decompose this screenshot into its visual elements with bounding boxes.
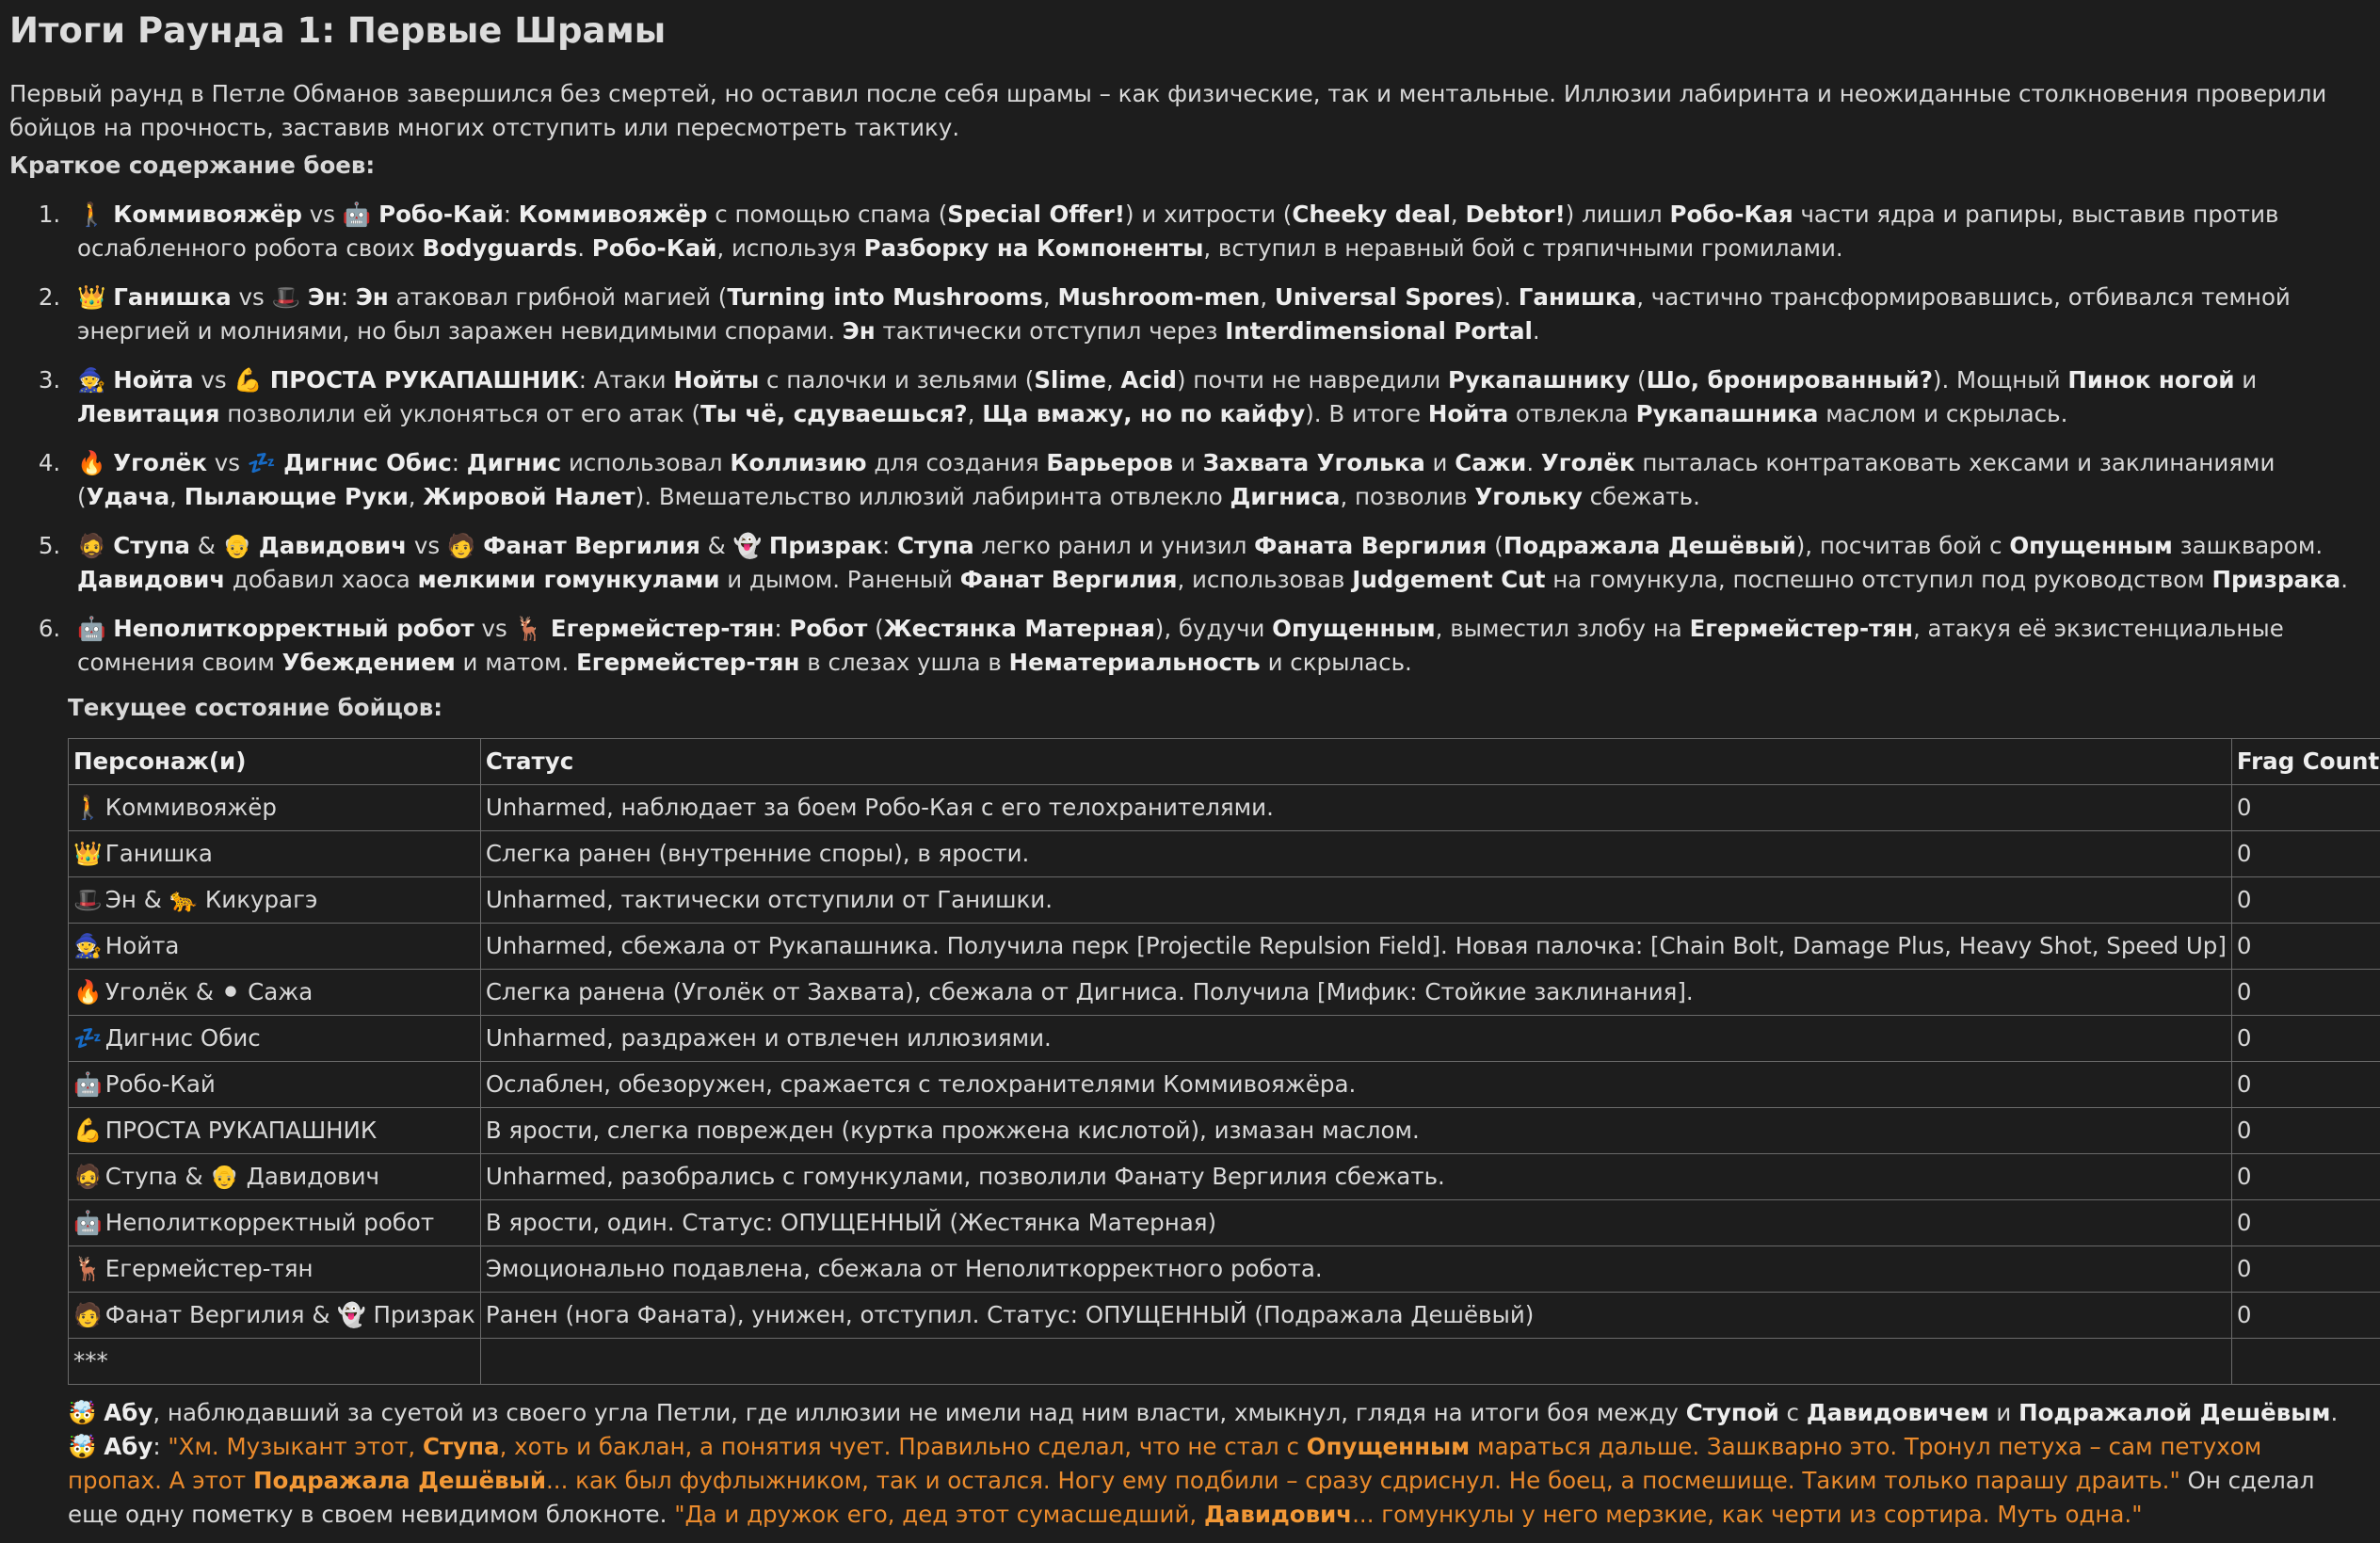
status-cell bbox=[480, 1339, 2231, 1385]
abu-narration bbox=[68, 1396, 2356, 1532]
character-name: Ступа & 👴 Давидович bbox=[105, 1163, 379, 1190]
robot-icon: 🤖 bbox=[73, 1070, 103, 1098]
status-cell: В ярости, слегка поврежден (куртка прожжена кислотой), измазан маслом. bbox=[480, 1108, 2231, 1154]
frag-cell: 0 bbox=[2231, 1154, 2380, 1200]
character-name: Нойта bbox=[105, 932, 180, 959]
table-row bbox=[69, 1108, 2380, 1154]
walking-person-icon: 🚶 bbox=[73, 794, 103, 821]
table-row bbox=[69, 1339, 2380, 1385]
character-name: Дигнис Обис bbox=[105, 1024, 261, 1052]
character-name: ПРОСТА РУКАПАШНИК bbox=[105, 1117, 378, 1144]
battle-item-2: 2. 👑 Ганишка vs 🎩 Эн: Эн атаковал грибной магией (Turning into Mushrooms, Mushroom-men, Universal Spores). Ганишка, частично трансформировавшись, отбивался темной энергией и молниями, но был заражен невидимыми спорами. Эн тактически отступил через Interdimensional Portal. bbox=[68, 281, 2371, 348]
frag-cell: 0 bbox=[2231, 785, 2380, 831]
table-row bbox=[69, 1016, 2380, 1062]
character-cell bbox=[69, 1293, 481, 1339]
summary-title: Краткое содержание боев: bbox=[9, 152, 376, 179]
frag-cell: 0 bbox=[2231, 1016, 2380, 1062]
battle-item-6: 6. 🤖 Неполиткорректный робот vs 🦌 Егермейстер-тян: Робот (Жестянка Матерная), будучи Опущенным, выместил злобу на Егермейстер-тян, атакуя её экзистенциальные сомнения своим Убеждением и матом. Егермейстер-тян в слезах ушла в Нематериальность и скрылась. bbox=[68, 612, 2371, 680]
battle-item-5: 5. 🧔 Ступа & 👴 Давидович vs 🧑 Фанат Вергилия & 👻 Призрак: Ступа легко ранил и унизил Фаната Вергилия (Подражала Дешёвый), посчитав бой с Опущенным зашкваром. Давидович добавил хаоса мелкими гомункулами и дымом. Раненый Фанат Вергилия, использовав Judgement Cut на гомункула, поспешно отступил под руководством Призрака. bbox=[68, 529, 2371, 597]
status-cell: Unharmed, раздражен и отвлечен иллюзиями. bbox=[480, 1016, 2231, 1062]
bearded-person-icon: 🧔 bbox=[73, 1163, 103, 1190]
status-cell: Ранен (нога Фаната), унижен, отступил. Статус: ОПУЩЕННЫЙ (Подражала Дешёвый) bbox=[480, 1293, 2231, 1339]
character-cell bbox=[69, 924, 481, 970]
character-cell bbox=[69, 970, 481, 1016]
frag-cell: 0 bbox=[2231, 924, 2380, 970]
intro-paragraph: Первый раунд в Петле Обманов завершился без смертей, но оставил после себя шрамы – как физические, так и ментальные. Иллюзии лабиринта и неожиданные столкновения проверили бойцов на прочность, заставив многих отступить или пересмотреть тактику. bbox=[9, 80, 2327, 141]
frag-cell: 0 bbox=[2231, 877, 2380, 924]
deer-icon: 🦌 bbox=[73, 1255, 103, 1282]
status-cell: Unharmed, сбежала от Рукапашника. Получила перк [Projectile Repulsion Field]. Новая палочка: [Chain Bolt, Damage Plus, Heavy Shot, Speed Up] bbox=[480, 924, 2231, 970]
status-cell: Unharmed, тактически отступили от Ганишки. bbox=[480, 877, 2231, 924]
battle-item-3: 3. 🧙 Нойта vs 💪 ПРОСТА РУКАПАШНИК: Атаки Нойты с палочки и зельями (Slime, Acid) почти не навредили Рукапашнику (Шо, бронированный?). Мощный Пинок ногой и Левитация позволили ей уклоняться от его атак (Ты чё, сдуваешься?, Ща вмажу, но по кайфу). В итоге Нойта отвлекла Рукапашника маслом и скрылась. bbox=[68, 363, 2371, 431]
frag-cell: 0 bbox=[2231, 1200, 2380, 1246]
character-name: Уголёк & ⚫ Сажа bbox=[105, 978, 314, 1005]
table-row bbox=[69, 1200, 2380, 1246]
frag-cell: 0 bbox=[2231, 1062, 2380, 1108]
character-name: Эн & 🐆 Кикурагэ bbox=[105, 886, 318, 913]
character-name: Ганишка bbox=[105, 840, 213, 867]
robot-icon: 🤖 bbox=[73, 1209, 103, 1236]
page-title: Итоги Раунда 1: Первые Шрамы bbox=[9, 10, 667, 51]
character-cell bbox=[69, 785, 481, 831]
fire-icon: 🔥 bbox=[73, 978, 103, 1005]
table-row bbox=[69, 785, 2380, 831]
top-hat-icon: 🎩 bbox=[73, 886, 103, 913]
character-name: Неполиткорректный робот bbox=[105, 1209, 435, 1236]
character-cell bbox=[69, 1339, 481, 1385]
character-cell bbox=[69, 1108, 481, 1154]
narration-line: 🤯 Абу, наблюдавший за суетой из своего угла Петли, где иллюзии не имели над ним власти, хмыкнул, глядя на итоги боя между Ступой с Давидовичем и Подражалой Дешёвым. bbox=[68, 1399, 2339, 1426]
status-cell: Ослаблен, обезоружен, сражается с телохранителями Коммивояжёра. bbox=[480, 1062, 2231, 1108]
table-header-row bbox=[69, 739, 2380, 785]
table-row bbox=[69, 1293, 2380, 1339]
frag-cell: 0 bbox=[2231, 1108, 2380, 1154]
status-cell: Unharmed, разобрались с гомункулами, позволили Фанату Вергилия сбежать. bbox=[480, 1154, 2231, 1200]
character-cell bbox=[69, 1062, 481, 1108]
status-cell: Слегка ранен (внутренние споры), в ярости. bbox=[480, 831, 2231, 877]
crown-icon: 👑 bbox=[73, 840, 103, 867]
table-row bbox=[69, 1154, 2380, 1200]
character-name: Егермейстер-тян bbox=[105, 1255, 314, 1282]
frag-cell: 0 bbox=[2231, 1246, 2380, 1293]
character-cell bbox=[69, 1200, 481, 1246]
header-frag-count: Frag Count bbox=[2231, 739, 2380, 785]
character-name: Робо-Кай bbox=[105, 1070, 216, 1098]
header-status: Статус bbox=[480, 739, 2231, 785]
battle-list bbox=[9, 198, 2371, 680]
frag-cell: 0 bbox=[2231, 831, 2380, 877]
status-cell: В ярости, один. Статус: ОПУЩЕННЫЙ (Жестянка Матерная) bbox=[480, 1200, 2231, 1246]
flexed-arm-icon: 💪 bbox=[73, 1117, 103, 1144]
battle-item-4: 4. 🔥 Уголёк vs 💤 Дигнис Обис: Дигнис использовал Коллизию для создания Барьеров и Захвата Уголька и Сажи. Уголёк пыталась контратаковать хексами и заклинаниями (Удача, Пылающие Руки, Жировой Налет). Вмешательство иллюзий лабиринта отвлекло Дигниса, позволив Угольку сбежать. bbox=[68, 446, 2371, 514]
header-characters: Персонаж(и) bbox=[69, 739, 481, 785]
fighters-table bbox=[68, 738, 2380, 1385]
status-cell: Слегка ранена (Уголёк от Захвата), сбежала от Дигниса. Получила [Мифик: Стойкие заклинания]. bbox=[480, 970, 2231, 1016]
table-row bbox=[69, 1062, 2380, 1108]
character-name: Фанат Вергилия & 👻 Призрак bbox=[105, 1301, 475, 1328]
character-cell bbox=[69, 1154, 481, 1200]
table-row bbox=[69, 970, 2380, 1016]
dialogue-line: 🤯 Абу: "Хм. Музыкант этот, Ступа, хоть и баклан, а понятия чует. Правильно сделал, что не стал с Опущенным мараться дальше. Зашкварно это. Тронул петуха – сам петухом пропах. А этот Подражала Дешёвый... как был фуфлыжником, так и остался. Ногу ему подбили – сразу сдриснул. Не боец, а посмешище. Таким только парашу драить." Он сделал еще одну пометку в своем невидимом блокноте. "Да и дружок его, дед этот сумасшедший, Давидович... гомункулы у него мерзкие, как черти из сортира. Муть одна." bbox=[68, 1433, 2315, 1528]
battle-item-1: 1. 🚶 Коммивояжёр vs 🤖 Робо-Кай: Коммивояжёр с помощью спама (Special Offer!) и хитрости (Cheeky deal, Debtor!) лишил Робо-Кая части ядра и рапиры, выставив против ослабленного робота своих Bodyguards. Робо-Кай, используя Разборку на Компоненты, вступил в неравный бой с тряпичными громилами. bbox=[68, 198, 2371, 265]
table-row bbox=[69, 831, 2380, 877]
mage-icon: 🧙 bbox=[73, 932, 103, 959]
sleep-icon: 💤 bbox=[73, 1024, 103, 1052]
frag-cell bbox=[2231, 1339, 2380, 1385]
character-cell bbox=[69, 1016, 481, 1062]
status-cell: Unharmed, наблюдает за боем Робо-Кая с его телохранителями. bbox=[480, 785, 2231, 831]
character-name: *** bbox=[73, 1347, 108, 1374]
character-cell bbox=[69, 1246, 481, 1293]
character-name: Коммивояжёр bbox=[105, 794, 277, 821]
table-row bbox=[69, 877, 2380, 924]
person-icon: 🧑 bbox=[73, 1301, 103, 1328]
table-row bbox=[69, 1246, 2380, 1293]
status-cell: Эмоционально подавлена, сбежала от Неполиткорректного робота. bbox=[480, 1246, 2231, 1293]
character-cell bbox=[69, 877, 481, 924]
character-cell bbox=[69, 831, 481, 877]
frag-cell: 0 bbox=[2231, 1293, 2380, 1339]
state-title: Текущее состояние бойцов: bbox=[68, 694, 443, 721]
frag-cell: 0 bbox=[2231, 970, 2380, 1016]
table-row bbox=[69, 924, 2380, 970]
